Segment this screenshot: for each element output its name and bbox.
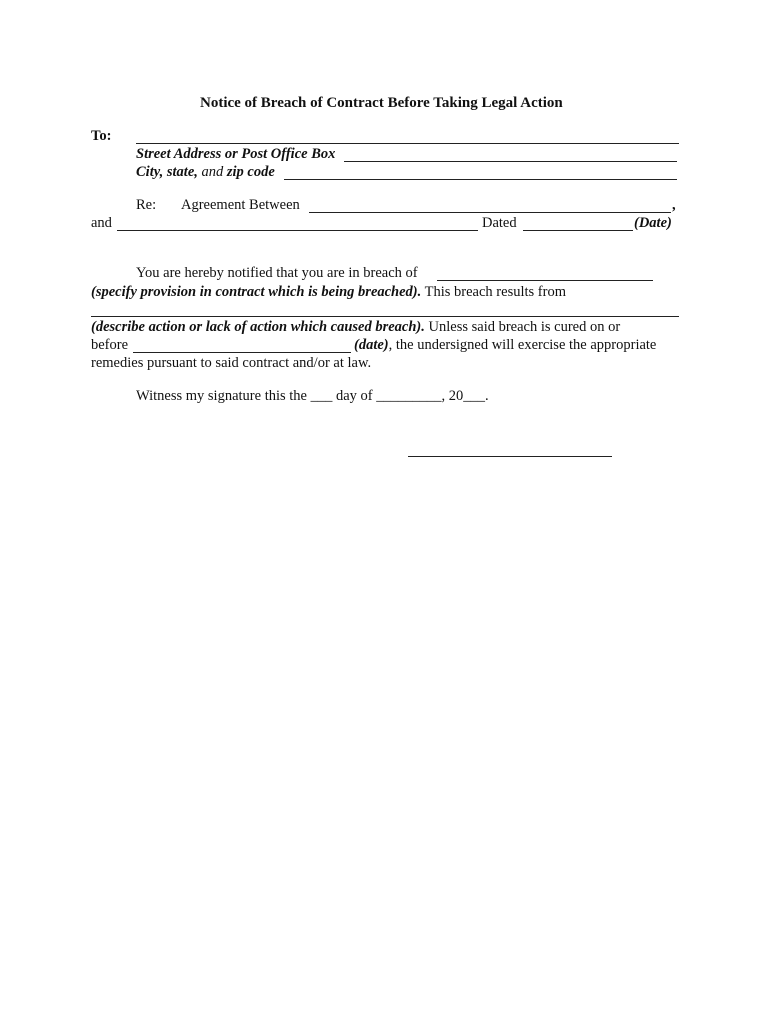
- zip-code-text: zip code: [226, 164, 275, 180]
- and-label: and: [91, 215, 112, 231]
- date-italic-text: (date): [354, 337, 389, 353]
- to-label: To:: [91, 128, 112, 144]
- signature-blank[interactable]: [408, 456, 612, 457]
- and-text: and: [201, 164, 224, 180]
- describe-action-text: (describe action or lack of action which caused breach).: [91, 319, 425, 335]
- party-one-blank[interactable]: [309, 212, 671, 213]
- comma-text: ,: [672, 197, 676, 213]
- city-state-zip-label: [136, 163, 275, 181]
- remedies-text: remedies pursuant to said contract and/or at law.: [91, 355, 372, 371]
- before-label: before: [91, 337, 129, 353]
- breach-result-blank[interactable]: [91, 316, 679, 317]
- unless-cured-text: Unless said breach is cured on or: [428, 319, 621, 335]
- city-state-zip-blank[interactable]: [284, 179, 677, 180]
- describe-line: [91, 318, 620, 336]
- specify-provision-text: (specify provision in contract which is being breached).: [91, 284, 422, 300]
- cure-date-blank[interactable]: [133, 352, 351, 353]
- breach-provision-blank[interactable]: [437, 280, 653, 281]
- breach-results-text: This breach results from: [424, 284, 566, 300]
- undersigned-line: [354, 336, 656, 354]
- notified-text: You are hereby notified that you are in breach of: [136, 265, 418, 281]
- witness-text: Witness my signature this the ___ day of _________, 20___.: [136, 388, 489, 404]
- undersigned-text: , the undersigned will exercise the appropriate: [388, 337, 657, 353]
- recipient-name-blank[interactable]: [136, 143, 679, 144]
- re-label: Re:: [136, 197, 157, 213]
- street-address-label: Street Address or Post Office Box: [136, 146, 336, 162]
- dated-blank[interactable]: [523, 230, 633, 231]
- specify-line: [91, 283, 566, 301]
- street-address-blank[interactable]: [344, 161, 677, 162]
- party-two-blank[interactable]: [117, 230, 478, 231]
- city-state-text: City, state,: [136, 164, 198, 180]
- date-label: (Date): [634, 215, 672, 231]
- agreement-between-label: Agreement Between: [181, 197, 300, 213]
- dated-label: Dated: [482, 215, 517, 231]
- document-title: Notice of Breach of Contract Before Taking Legal Action: [200, 95, 563, 111]
